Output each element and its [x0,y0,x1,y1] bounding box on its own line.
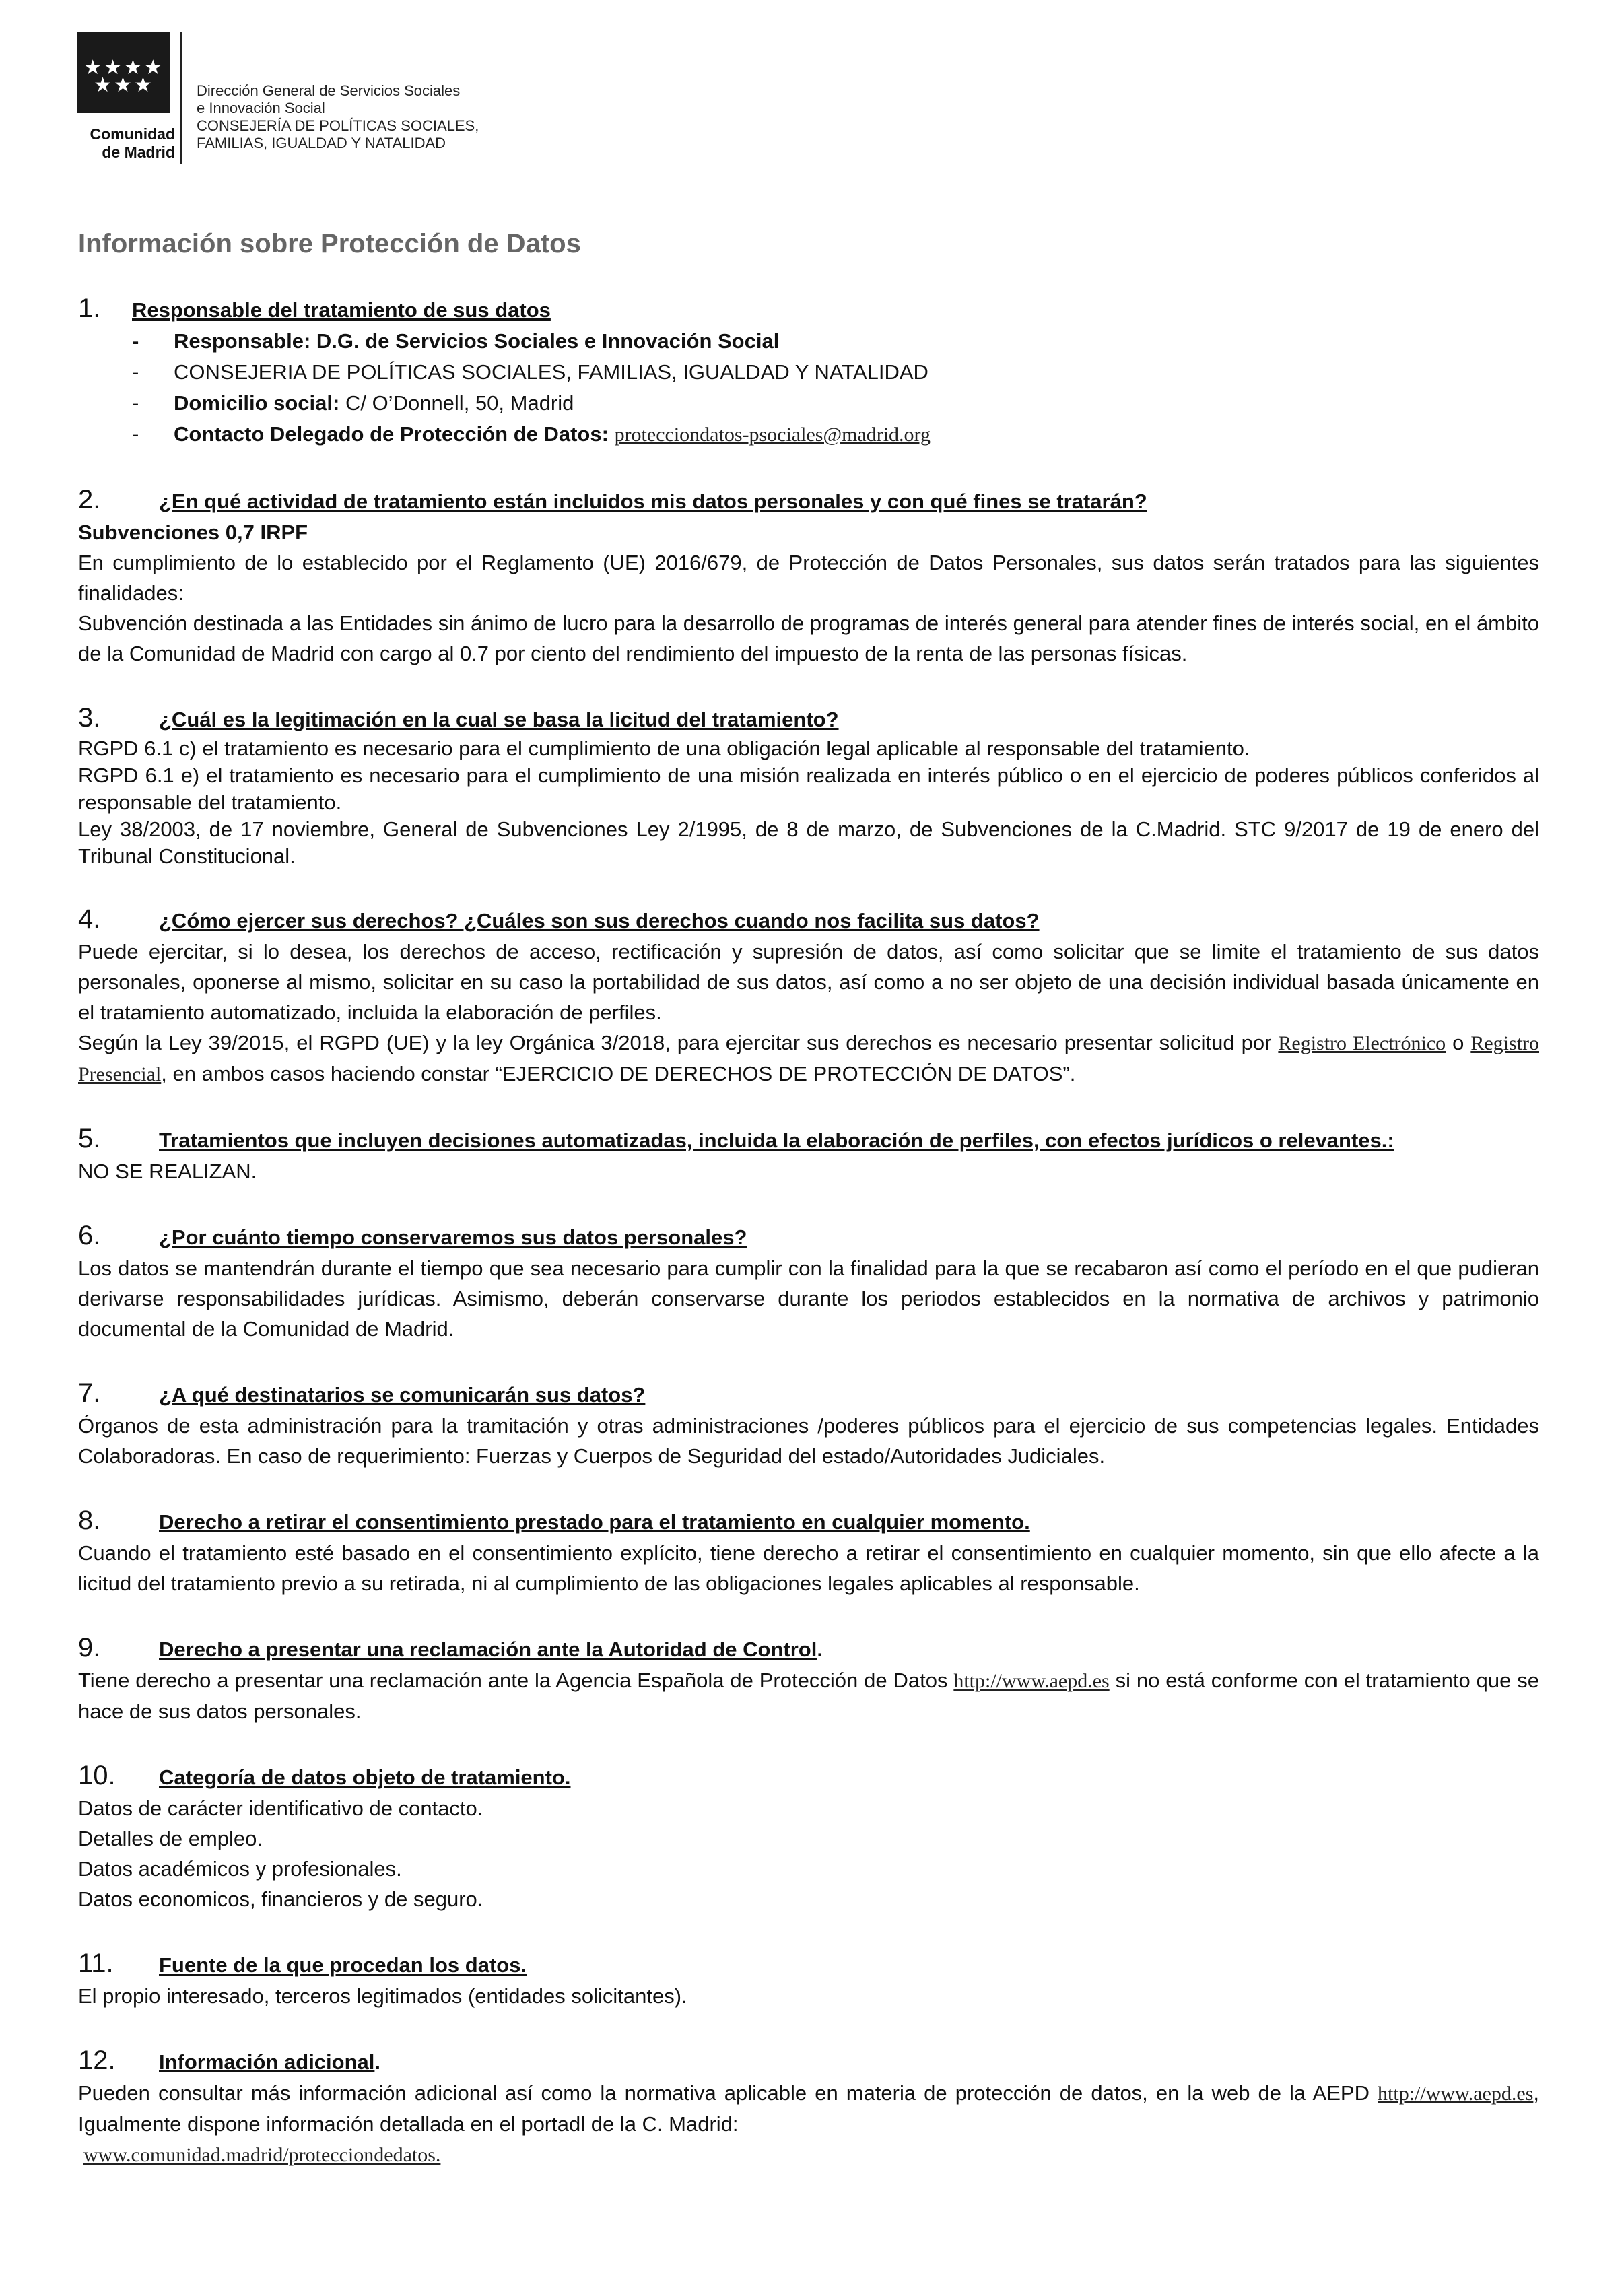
list-item: Datos economicos, financieros y de seguro. [78,1887,483,1911]
section-10 [78,1760,1539,1914]
list-item: Detalles de empleo. [78,1827,263,1850]
section-title: ¿Cómo ejercer sus derechos? ¿Cuáles son sus derechos cuando nos facilita sus datos? [159,909,1040,933]
section-number: 5. [78,1124,101,1153]
aepd-link[interactable]: http://www.aepd.es [953,1670,1110,1692]
section-4 [78,904,1539,1089]
logo-line-1: Comunidad [90,125,175,143]
registro-electronico-link[interactable]: Registro Electrónico [1278,1032,1446,1054]
section-3 [78,702,1539,870]
list-item: Datos académicos y profesionales. [78,1857,402,1881]
section-number: 9. [78,1633,101,1662]
paragraph: RGPD 6.1 e) el tratamiento es necesario para el cumplimiento de una misión realizada en interés público o en el ejercicio de poderes públicos conferidos al responsable del tratamiento. [78,764,1539,814]
section-title: Derecho a presentar una reclamación ante la Autoridad de Control [159,1638,817,1661]
section-title: Responsable del tratamiento de sus datos [132,298,551,322]
section-title: ¿Por cuánto tiempo conservaremos sus datos personales? [159,1225,747,1249]
section-8 [78,1505,1539,1598]
section-number: 1. [78,294,101,323]
comunidad-madrid-logo [77,32,170,113]
section-title: ¿A qué destinatarios se comunicarán sus datos? [159,1383,646,1407]
section-title: Tratamientos que incluyen decisiones automatizadas, incluida la elaboración de perfiles, con efectos jurídicos o relevantes.: [159,1128,1394,1152]
paragraph: Ley 38/2003, de 17 noviembre, General de Subvenciones Ley 2/1995, de 8 de marzo, de Subvenciones de la C.Madrid. STC 9/2017 de 19 de enero del Tribunal Constitucional. [78,817,1539,868]
section-12: 12. Información adicional . Pueden consultar más información adicional así como la normativa aplicable en materia de protección de datos, en la web de la AEPD http://www.aepd.es, Igualmente dispone información detallada en el portadl de la C. Madrid: www.comunidad.madrid/protecciondedatos. [78,2046,1539,2166]
section-5 [78,1123,1539,1186]
list-item: - Responsable: D.G. de Servicios Sociales e Innovación Social [132,326,1539,357]
section-number: 11. [78,1949,114,1978]
header-divider [180,32,182,164]
logo-stars-icon: ★★★★ ★★★ [83,57,164,96]
org-line-3: CONSEJERÍA DE POLÍTICAS SOCIALES, [197,117,479,134]
section-title: Categoría de datos objeto de tratamiento. [159,1765,571,1789]
logo-wordmark [74,125,175,162]
section-6 [78,1220,1539,1344]
section-7 [78,1378,1539,1471]
section-number: 4. [78,904,101,934]
paragraph: Subvención destinada a las Entidades sin ánimo de lucro para la desarrollo de programas de interés general para atender fines de interés social, en el ámbito de la Comunidad de Madrid con cargo al 0.7 por ciento del rendimiento del impuesto de la renta de las personas físicas. [78,611,1539,665]
responsable-list [78,326,1539,450]
paragraph: Pueden consultar más información adicional así como la normativa aplicable en materia de protección de datos, en la web de la AEPD http://www.aepd.es, Igualmente dispone información detallada en el portadl de la C. Madrid: [78,2081,1539,2136]
section-title: ¿En qué actividad de tratamiento están incluidos mis datos personales y con qué fines se tratarán? [159,490,1147,513]
section-title: Fuente de la que procedan los datos. [159,1953,527,1977]
list-item: - Contacto Delegado de Protección de Datos: protecciondatos-psociales@madrid.org [132,419,1539,450]
paragraph: Cuando el tratamiento esté basado en el consentimiento explícito, tiene derecho a retirar el consentimiento en cualquier momento, sin que ello afecte a la licitud del tratamiento previo a su retirada, ni al cumplimiento de las obligaciones legales aplicables al responsable. [78,1541,1539,1595]
logo-line-2: de Madrid [102,143,175,161]
section-9: 9. Derecho a presentar una reclamación ante la Autoridad de Control . Tiene derecho a presentar una reclamación ante la Agencia Española de Protección de Datos http://www.aepd.es si no está conforme con el tratamiento que se hace de sus datos personales. [78,1632,1539,1726]
page-title: Información sobre Protección de Datos [78,229,581,259]
section-number: 3. [78,703,101,733]
paragraph: NO SE REALIZAN. [78,1159,257,1183]
comunidad-madrid-link[interactable]: www.comunidad.madrid/protecciondedatos. [83,2144,441,2166]
section-number: 10. [78,1761,116,1790]
section-number: 12. [78,2046,116,2075]
registro-presencial-link[interactable]: Registro Presencial [78,1032,1539,1085]
organization-name [197,82,479,152]
paragraph: En cumplimiento de lo establecido por el Reglamento (UE) 2016/679, de Protección de Datos Personales, sus datos serán tratados para las siguientes finalidades: [78,551,1539,605]
org-line-2: e Innovación Social [197,100,325,116]
section-title: Información adicional [159,2050,375,2074]
paragraph: Órganos de esta administración para la tramitación y otras administraciones /poderes públicos para el ejercicio de sus competencias legales. Entidades Colaboradoras. En caso de requerimiento: Fuerzas y Cuerpos de Seguridad del estado/Autoridades Judiciales. [78,1414,1539,1468]
section-title: Derecho a retirar el consentimiento prestado para el tratamiento en cualquier momento. [159,1510,1030,1534]
list-item: Datos de carácter identificativo de contacto. [78,1796,483,1820]
section-number: 7. [78,1378,101,1408]
dpo-email-link[interactable]: protecciondatos-psociales@madrid.org [614,424,931,446]
subheading: Subvenciones 0,7 IRPF [78,520,308,544]
aepd-link[interactable]: http://www.aepd.es [1378,2083,1534,2105]
list-item: - Domicilio social: C/ O’Donnell, 50, Madrid [132,388,1539,419]
document-body [78,229,1539,2204]
paragraph: El propio interesado, terceros legitimados (entidades solicitantes). [78,1984,687,2008]
org-line-4: FAMILIAS, IGUALDAD Y NATALIDAD [197,135,446,151]
paragraph: Tiene derecho a presentar una reclamación ante la Agencia Española de Protección de Datos http://www.aepd.es si no está conforme con el tratamiento que se hace de sus datos personales. [78,1669,1539,1723]
paragraph: Los datos se mantendrán durante el tiempo que sea necesario para cumplir con la finalidad para la que se recabaron así como el período en el que pudieran derivarse responsabilidades jurídicas. Asimismo, deberán conservarse durante los periodos establecidos en la normativa de archivos y patrimonio documental de la Comunidad de Madrid. [78,1256,1539,1341]
list-item: - CONSEJERIA DE POLÍTICAS SOCIALES, FAMILIAS, IGUALDAD Y NATALIDAD [132,357,1539,388]
org-line-1: Dirección General de Servicios Sociales [197,82,461,99]
paragraph: Puede ejercitar, si lo desea, los derechos de acceso, rectificación y supresión de datos, así como solicitar que se limite el tratamiento de sus datos personales, oponerse al mismo, solicitar en su caso la portabilidad de sus datos, así como a no ser objeto de una decisión individual basada únicamente en el tratamiento automatizado, incluida la elaboración de perfiles. [78,940,1539,1024]
section-2 [78,484,1539,669]
section-11 [78,1948,1539,2011]
section-number: 6. [78,1221,101,1250]
section-number: 8. [78,1506,101,1535]
paragraph: Según la Ley 39/2015, el RGPD (UE) y la ley Orgánica 3/2018, para ejercitar sus derechos es necesario presentar solicitud por Registro Electrónico o Registro Presencial, en ambos casos haciendo constar “EJERCICIO DE DERECHOS DE PROTECCIÓN DE DATOS”. [78,1031,1539,1085]
section-1 [78,293,1539,450]
section-title: ¿Cuál es la legitimación en la cual se basa la licitud del tratamiento? [159,708,839,731]
paragraph: RGPD 6.1 c) el tratamiento es necesario para el cumplimiento de una obligación legal aplicable al responsable del tratamiento. [78,737,1250,760]
section-number: 2. [78,485,101,514]
